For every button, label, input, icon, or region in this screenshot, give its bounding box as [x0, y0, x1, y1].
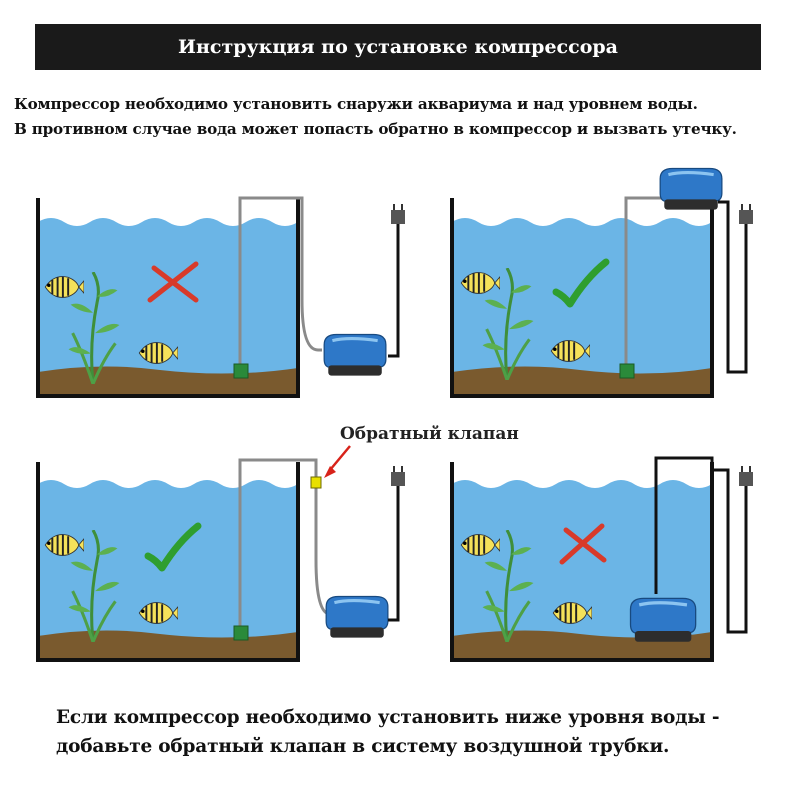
panel-top-left: [38, 198, 405, 396]
plug-icon: [739, 210, 753, 224]
power-cord: [388, 482, 398, 620]
plug-icon: [391, 472, 405, 486]
intro-text-line-1: Компрессор необходимо установить снаружи аквариума и над уровнем воды.: [14, 95, 698, 113]
power-cord: [718, 202, 746, 372]
plug-icon: [739, 472, 753, 486]
panel-bottom-right: [452, 458, 753, 660]
panel-top-right: [452, 168, 753, 396]
note-text-line-2: добавьте обратный клапан в систему воздушной трубки.: [56, 736, 670, 757]
intro-text-line-2: В противном случае вода может попасть обратно в компрессор и вызвать утечку.: [14, 120, 737, 138]
panel-bottom-left: [38, 446, 405, 660]
compressor-icon: [660, 168, 722, 209]
valve-pointer-arrow: [324, 446, 350, 478]
air-stone: [234, 626, 248, 640]
note-text-line-1: Если компрессор необходимо установить ниже уровня воды -: [56, 707, 720, 728]
air-stone: [620, 364, 634, 378]
air-stone: [234, 364, 248, 378]
page-title: Инструкция по установке компрессора: [178, 36, 618, 58]
power-cord: [388, 220, 398, 356]
compressor-icon: [324, 334, 386, 375]
check-valve-label: Обратный клапан: [340, 424, 519, 444]
check-valve-icon: [311, 477, 321, 488]
compressor-icon: [631, 598, 696, 641]
compressor-icon: [326, 596, 388, 637]
plug-icon: [391, 210, 405, 224]
